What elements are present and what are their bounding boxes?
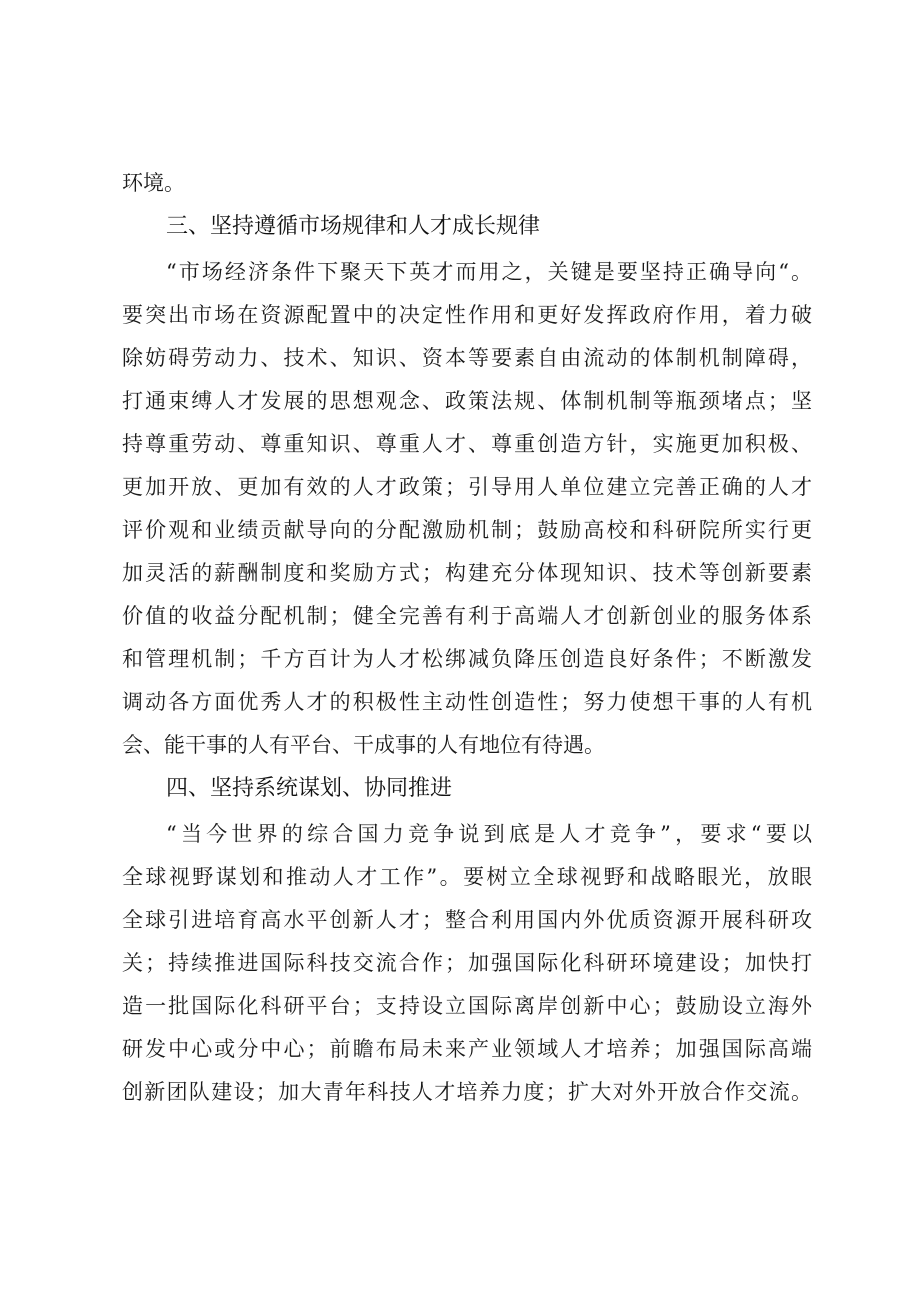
section-3-line: 打通束缚人才发展的思想观念、政策法规、体制机制等瓶颈堵点；坚 xyxy=(122,389,812,413)
section-3-line: 评价观和业绩贡献导向的分配激励机制；鼓励高校和科研院所实行更 xyxy=(122,518,812,542)
section-4-line: 造一批国际化科研平台；支持设立国际离岸创新中心；鼓励设立海外 xyxy=(122,994,812,1018)
section-3-line: 价值的收益分配机制；健全完善有利于高端人才创新创业的服务体系 xyxy=(122,604,812,628)
section-4-line: 全球引进培育高水平创新人才；整合利用国内外优质资源开展科研攻 xyxy=(122,908,812,932)
section-3-line: 更加开放、更加有效的人才政策；引导用人单位建立完善正确的人才 xyxy=(122,475,812,499)
section-3-line: 要突出市场在资源配置中的决定性作用和更好发挥政府作用，着力破 xyxy=(122,303,812,327)
section-3-line: 会、能干事的人有平台、干成事的人有地位有待遇。 xyxy=(122,733,605,757)
section-4-heading: 四、坚持系统谋划、协同推进 xyxy=(166,776,453,801)
section-3-line: “市场经济条件下聚天下英才而用之，关键是要坚持正确导向“。 xyxy=(166,260,812,284)
section-4-line: 研发中心或分中心；前瞻布局未来产业领域人才培养；加强国际高端 xyxy=(122,1037,812,1061)
paragraph-carryover: 环境。 xyxy=(122,171,185,195)
section-3-line: 加灵活的薪酬制度和奖励方式；构建充分体现知识、技术等创新要素 xyxy=(122,561,812,585)
section-4-line: 关；持续推进国际科技交流合作；加强国际化科研环境建设；加快打 xyxy=(122,951,812,975)
section-4-line: 全球视野谋划和推动人才工作”。要树立全球视野和战略眼光，放眼 xyxy=(122,865,812,889)
section-3-line: 持尊重劳动、尊重知识、尊重人才、尊重创造方针，实施更加积极、 xyxy=(122,432,812,456)
section-3-line: 调动各方面优秀人才的积极性主动性创造性；努力使想干事的人有机 xyxy=(122,690,812,714)
section-3-line: 和管理机制；千方百计为人才松绑减负降压创造良好条件；不断激发 xyxy=(122,647,812,671)
section-4-line: 创新团队建设；加大青年科技人才培养力度；扩大对外开放合作交流。 xyxy=(122,1080,812,1104)
section-4-line: “当今世界的综合国力竞争说到底是人才竞争”，要求“要以 xyxy=(166,822,812,846)
section-3-line: 除妨碍劳动力、技术、知识、资本等要素自由流动的体制机制障碍， xyxy=(122,346,812,370)
section-3-heading: 三、坚持遵循市场规律和人才成长规律 xyxy=(166,214,541,239)
